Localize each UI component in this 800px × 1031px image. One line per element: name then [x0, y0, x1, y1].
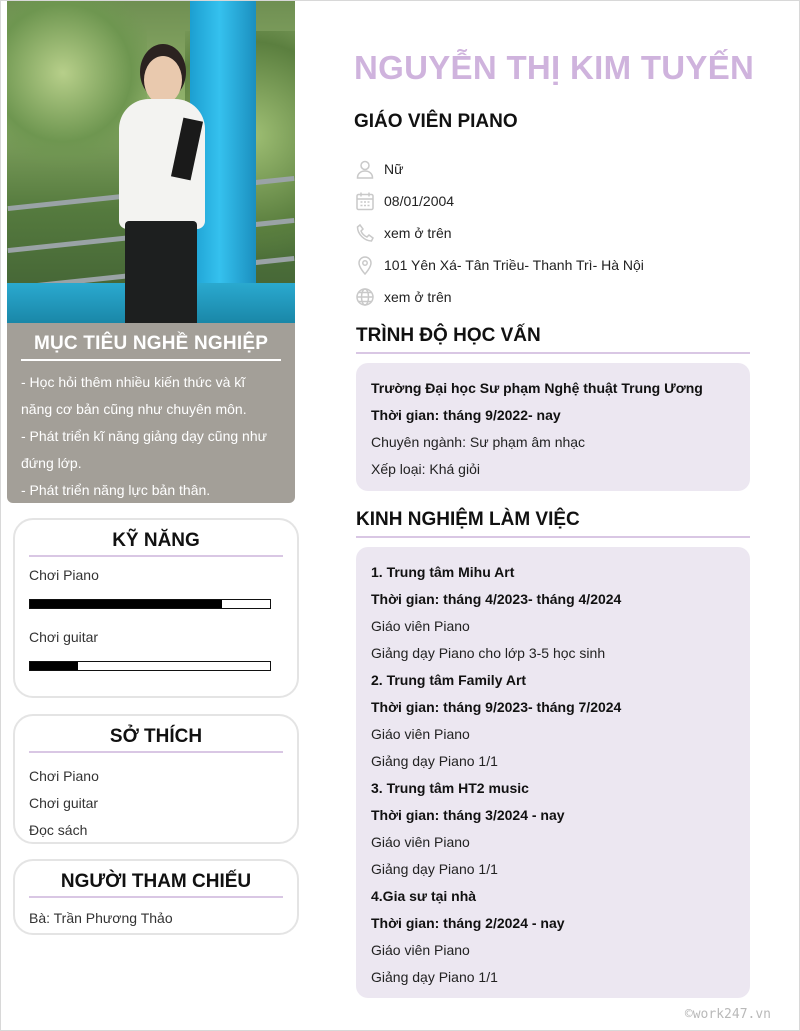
experience-line: Giáo viên Piano — [371, 942, 470, 958]
profile-photo — [7, 1, 295, 323]
skill-level-bar — [29, 661, 271, 671]
skill-name: Chơi guitar — [29, 629, 99, 645]
education-title: TRÌNH ĐỘ HỌC VẤN — [356, 325, 750, 354]
experience-line: Giáo viên Piano — [371, 726, 470, 742]
career-goal-line: - Học hỏi thêm nhiều kiến thức và kĩ — [21, 374, 246, 390]
location-pin-icon — [354, 254, 376, 276]
experience-line: Giảng dạy Piano cho lớp 3-5 học sinh — [371, 645, 606, 661]
career-goal-section — [7, 323, 295, 503]
calendar-icon — [354, 190, 376, 212]
experience-title: KINH NGHIỆM LÀM VIỆC — [356, 509, 750, 538]
career-goal-line: đứng lớp. — [21, 455, 82, 471]
experience-line: Thời gian: tháng 2/2024 - nay — [371, 915, 565, 931]
education-panel — [356, 363, 750, 491]
hobby-item: Đọc sách — [29, 822, 88, 838]
user-icon — [354, 158, 376, 180]
experience-line: Giáo viên Piano — [371, 834, 470, 850]
experience-line: Giáo viên Piano — [371, 618, 470, 634]
website-row — [354, 285, 754, 309]
gender-value: Nữ — [384, 161, 404, 177]
birthdate-value: 08/01/2004 — [384, 193, 455, 209]
skill-name: Chơi Piano — [29, 567, 99, 583]
experience-line: Giảng dạy Piano 1/1 — [371, 753, 498, 769]
phone-value: xem ở trên — [384, 225, 452, 241]
experience-line: Giảng dạy Piano 1/1 — [371, 861, 498, 877]
experience-panel — [356, 547, 750, 998]
skill-level-bar — [29, 599, 271, 609]
phone-row — [354, 221, 754, 245]
education-line: Xếp loại: Khá giỏi — [371, 461, 480, 477]
skill-level-fill — [30, 662, 78, 670]
skills-title: KỸ NĂNG — [29, 530, 283, 557]
career-goal-line: - Phát triển năng lực bản thân. — [21, 482, 211, 498]
website-value: xem ở trên — [384, 289, 452, 305]
education-line: Trường Đại học Sư phạm Nghệ thuật Trung Ương — [371, 380, 703, 396]
career-goal-title: MỤC TIÊU NGHỀ NGHIỆP — [21, 333, 281, 361]
watermark: ©work247.vn — [684, 1007, 771, 1022]
reference-item: Bà: Trần Phương Thảo — [29, 910, 173, 926]
address-value: 101 Yên Xá- Tân Triều- Thanh Trì- Hà Nội — [384, 257, 644, 273]
experience-line: Thời gian: tháng 4/2023- tháng 4/2024 — [371, 591, 622, 607]
experience-line: 4.Gia sư tại nhà — [371, 888, 477, 904]
globe-icon — [354, 286, 376, 308]
candidate-name: NGUYỄN THỊ KIM TUYẾN — [354, 49, 755, 86]
hobbies-card — [13, 714, 299, 844]
education-line: Thời gian: tháng 9/2022- nay — [371, 407, 561, 423]
experience-line: 1. Trung tâm Mihu Art — [371, 564, 515, 580]
references-card — [13, 859, 299, 935]
experience-line: Thời gian: tháng 9/2023- tháng 7/2024 — [371, 699, 622, 715]
career-goal-line: năng cơ bản cũng như chuyên môn. — [21, 401, 247, 417]
career-goal-line: - Phát triển kĩ năng giảng dạy cũng như — [21, 428, 267, 444]
skills-card — [13, 518, 299, 698]
birthdate-row — [354, 189, 754, 213]
phone-icon — [354, 222, 376, 244]
hobbies-title: SỞ THÍCH — [29, 726, 283, 753]
hobby-item: Chơi Piano — [29, 768, 99, 784]
address-row — [354, 253, 754, 277]
job-title: GIÁO VIÊN PIANO — [354, 111, 518, 132]
gender-row — [354, 157, 754, 181]
experience-line: 3. Trung tâm HT2 music — [371, 780, 529, 796]
education-line: Chuyên ngành: Sư phạm âm nhạc — [371, 434, 586, 450]
hobby-item: Chơi guitar — [29, 795, 99, 811]
experience-line: 2. Trung tâm Family Art — [371, 672, 527, 688]
experience-line: Giảng dạy Piano 1/1 — [371, 969, 498, 985]
skill-level-fill — [30, 600, 222, 608]
experience-line: Thời gian: tháng 3/2024 - nay — [371, 807, 565, 823]
references-title: NGƯỜI THAM CHIẾU — [29, 871, 283, 898]
